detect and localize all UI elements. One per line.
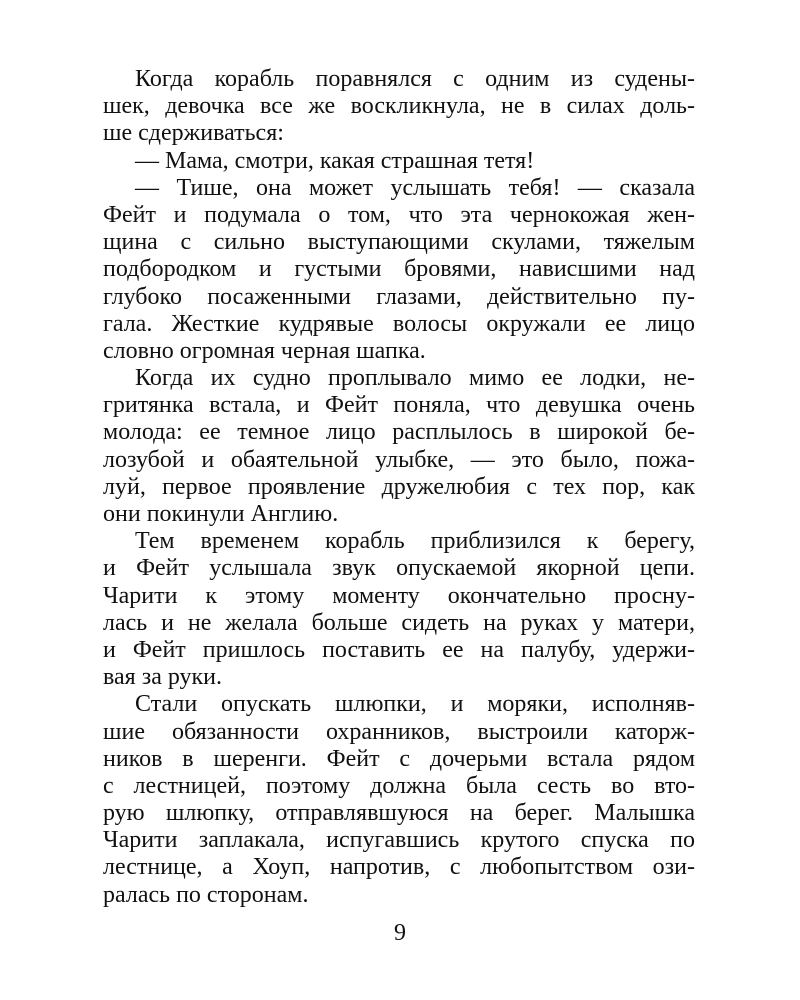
text-line: и Фейт услышала звук опускаемой якорной цепи.: [103, 555, 695, 582]
paragraph: [103, 365, 695, 528]
text-line: Чарити к этому моменту окончательно просну-: [103, 582, 695, 609]
paragraph: [103, 66, 695, 148]
text-line: лестнице, а Хоуп, напротив, с любопытством ози-: [103, 854, 695, 881]
body-text: [103, 66, 695, 909]
text-line: лозубой и обаятельной улыбке, — это было, пожа-: [103, 446, 695, 473]
text-line: и Фейт пришлось поставить ее на палубу, удержи-: [103, 636, 695, 663]
text-line: Тем временем корабль приблизился к берегу,: [135, 528, 695, 555]
paragraph: [103, 528, 695, 691]
text-line: ралась по сторонам.: [103, 881, 309, 908]
page-number: 9: [394, 920, 406, 946]
text-line: Фейт и подумала о том, что эта чернокожая жен-: [103, 201, 695, 228]
text-line: — Тише, она может услышать тебя! — сказала: [135, 174, 695, 201]
text-line: ше сдерживаться:: [103, 120, 284, 147]
paragraph: [103, 691, 695, 909]
text-line: молода: ее темное лицо расплылось в широкой бе-: [103, 419, 695, 446]
text-line: рую шлюпку, отправлявшуюся на берег. Малышка: [103, 800, 695, 827]
text-line: Когда корабль поравнялся с одним из судены-: [135, 66, 695, 92]
text-line: Стали опускать шлюпки, и моряки, исполняв-: [135, 691, 695, 718]
text-line: они покинули Англию.: [103, 501, 339, 527]
text-line: гритянка встала, и Фейт поняла, что девушка очень: [103, 392, 695, 419]
paragraph: [103, 148, 695, 175]
text-line: с лестницей, поэтому должна была сесть во вто-: [103, 772, 695, 799]
text-line: вая за руки.: [103, 664, 223, 691]
text-line: ников в шеренги. Фейт с дочерьми встала рядом: [103, 745, 695, 772]
text-line: глубоко посаженными глазами, действительно пу-: [103, 283, 695, 310]
text-line: Чарити заплакала, испугавшись крутого спуска по: [103, 827, 695, 854]
text-line: — Мама, смотри, какая страшная тетя!: [135, 147, 535, 174]
text-line: гала. Жесткие кудрявые волосы окружали ее лицо: [103, 310, 695, 337]
text-line: щина с сильно выступающими скулами, тяжелым: [103, 229, 695, 256]
text-line: луй, первое проявление дружелюбия с тех пор, как: [103, 473, 695, 500]
text-line: словно огромная черная шапка.: [103, 337, 426, 364]
text-line: лась и не желала больше сидеть на руках у матери,: [103, 609, 695, 636]
text-line: подбородком и густыми бровями, нависшими над: [103, 256, 695, 283]
paragraph: [103, 175, 695, 365]
text-line: Когда их судно проплывало мимо ее лодки, не-: [135, 365, 695, 392]
text-line: шие обязанности охранников, выстроили каторж-: [103, 718, 695, 745]
text-line: шек, девочка все же воскликнула, не в силах доль-: [103, 93, 695, 120]
